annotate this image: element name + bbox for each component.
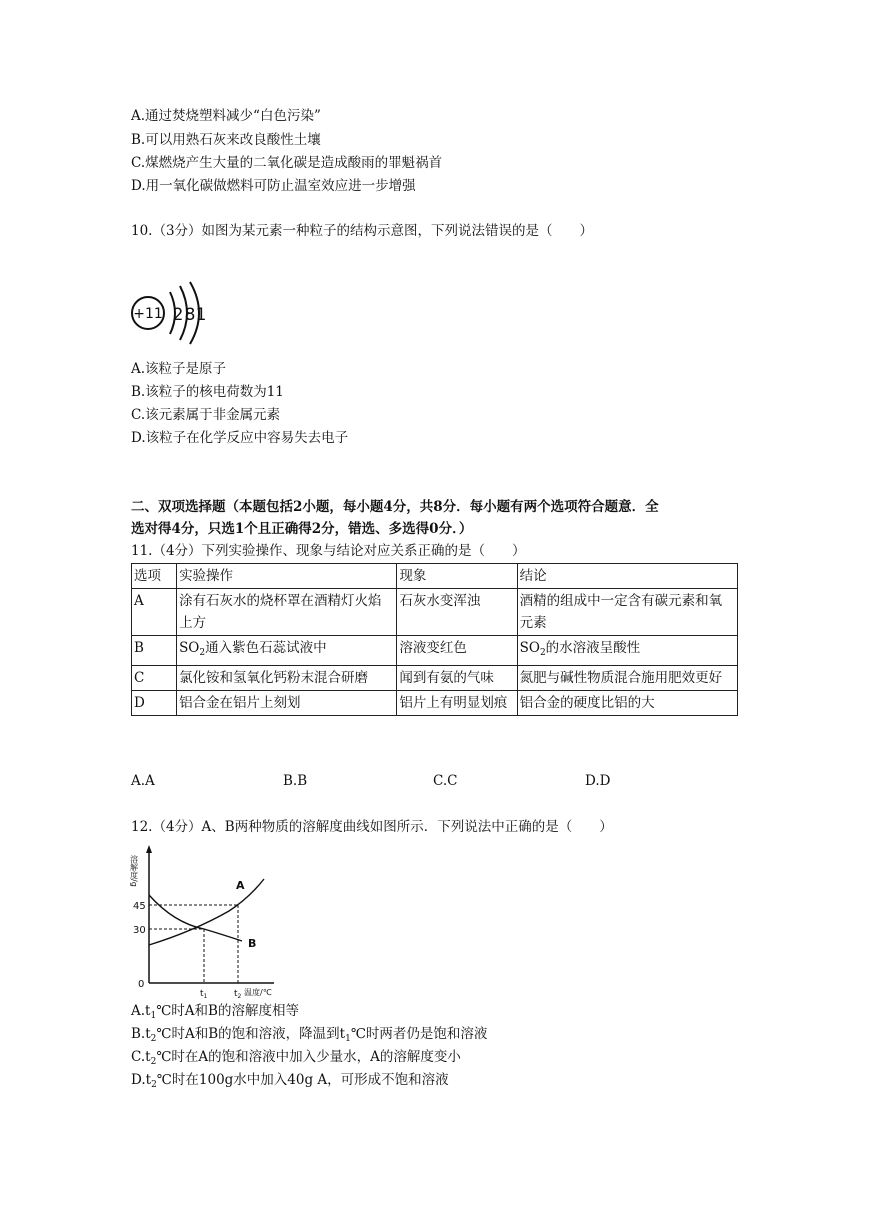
y-tick-45: 45: [133, 901, 146, 912]
row-phenomenon: 闻到有氨的气味: [397, 666, 517, 691]
q10-option-b: B.该粒子的核电荷数为11: [131, 384, 284, 400]
shell-2-electrons: 8: [184, 305, 196, 325]
header-conclusion: 结论: [517, 564, 737, 589]
row-operation: 涂有石灰水的烧杯罩在酒精灯火焰上方: [177, 589, 397, 636]
row-operation: 氯化铵和氢氧化钙粉末混合研磨: [177, 666, 397, 691]
row-operation: 铝合金在铝片上刻划: [177, 691, 397, 716]
q12-option-b: $B.t_2℃$时A和B的饱和溶液，降温到$t_1℃$时两者仍是饱和溶液: [131, 1026, 488, 1044]
q10-option-c: C.该元素属于非金属元素: [131, 407, 281, 423]
q12-option-c: $C.t_2℃$时在A的饱和溶液中加入少量水，A的溶解度变小: [131, 1049, 461, 1067]
header-phenomenon: 现象: [397, 564, 517, 589]
header-operation: 实验操作: [177, 564, 397, 589]
row-conclusion: 铝合金的硬度比铝的大: [517, 691, 737, 716]
shell-3-electrons: 1: [195, 305, 207, 325]
q9-option-c: C.煤燃烧产生大量的二氧化碳是造成酸雨的罪魁祸首: [131, 155, 443, 171]
y-axis-arrow: [146, 845, 152, 853]
table-row: [132, 589, 738, 636]
row-operation: $SO_2$通入紫色石蕊试液中: [177, 636, 397, 666]
x-tick-t2: $t_2$: [234, 989, 242, 998]
q9-option-d: D.用一氧化碳做燃料可防止温室效应进一步增强: [131, 178, 416, 194]
atom-structure-diagram: [128, 280, 218, 346]
row-conclusion: 氮肥与碱性物质混合施用肥效更好: [517, 666, 737, 691]
q10-option-d: D.该粒子在化学反应中容易失去电子: [131, 430, 349, 446]
section2-heading-line2: 选对得4分，只选1个且正确得2分，错选、多选得0分．）: [131, 521, 473, 537]
q11-stem: 11.（4分）下列实验操作、现象与结论对应关系正确的是（ ）: [131, 543, 526, 559]
origin-label: 0: [138, 979, 145, 990]
q12-option-a: $A.t_1℃$时A和B的溶解度相等: [131, 1003, 299, 1021]
curve-a-label: A: [236, 879, 245, 892]
row-phenomenon: 铝片上有明显划痕: [397, 691, 517, 716]
q11-choice-a: A.A: [131, 773, 155, 789]
section2-heading-line1: 二、双项选择题（本题包括2小题，每小题4分，共8分．每小题有两个选项符合题意．全: [131, 499, 659, 515]
curve-b-label: B: [248, 937, 257, 950]
header-option: 选项: [132, 564, 177, 589]
row-option: B: [132, 636, 177, 666]
row-conclusion: 酒精的组成中一定含有碳元素和氧元素: [517, 589, 737, 636]
row-phenomenon: 石灰水变浑浊: [397, 589, 517, 636]
q10-option-a: A.该粒子是原子: [131, 361, 227, 377]
q12-stem: 12.（4分）A、B两种物质的溶解度曲线如图所示．下列说法中正确的是（ ）: [131, 819, 613, 835]
y-tick-30: 30: [133, 925, 146, 936]
row-phenomenon: 溶液变红色: [397, 636, 517, 666]
table-row: [132, 691, 738, 716]
nucleus-charge: +11: [133, 306, 163, 322]
table-header-row: [132, 564, 738, 589]
row-option: D: [132, 691, 177, 716]
q11-choice-b: B.B: [283, 773, 308, 789]
q11-choice-c: C.C: [433, 773, 458, 789]
q9-option-b: B.可以用熟石灰来改良酸性土壤: [131, 132, 321, 148]
q10-stem: 10.（3分）如图为某元素一种粒子的结构示意图，下列说法错误的是（ ）: [131, 223, 594, 239]
x-axis-label: 温度/℃: [244, 988, 272, 997]
q11-table: [131, 563, 738, 716]
row-option: C: [132, 666, 177, 691]
q11-choice-d: D.D: [585, 773, 611, 789]
row-conclusion: $SO_2$的水溶液呈酸性: [517, 636, 737, 666]
shell-1-electrons: 2: [172, 305, 184, 325]
q9-option-a: A.通过焚烧塑料减少“白色污染”: [131, 108, 321, 124]
solubility-curve-graph: [124, 843, 284, 998]
q12-option-d: $D.t_2℃$时在100g水中加入40g A，可形成不饱和溶液: [131, 1072, 449, 1090]
y-axis-label: 溶解度/g: [129, 855, 139, 887]
table-row: [132, 666, 738, 691]
x-tick-t1: $t_1$: [200, 989, 208, 998]
curve-b: [149, 895, 242, 941]
row-option: A: [132, 589, 177, 636]
table-row: [132, 636, 738, 666]
